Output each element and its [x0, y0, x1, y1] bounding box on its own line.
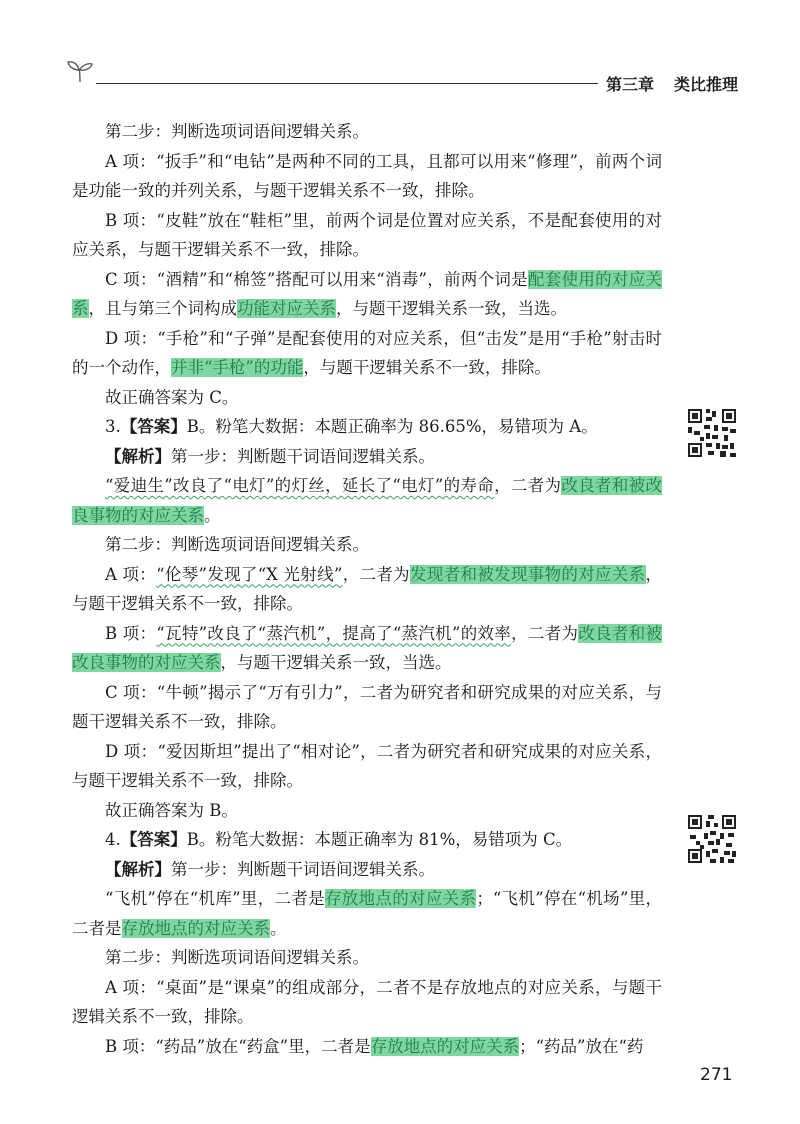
highlight: 改良者和被改良事物的对应关系 — [72, 476, 663, 525]
header-rule — [96, 83, 598, 84]
option-a-analysis: A 项：“桌面”是“课桌”的组成部分，二者不是存放地点的对应关系，与题干逻辑关系不一致，排除。 — [72, 977, 662, 1026]
question-4-answer: 4.【答案】B。粉笔大数据：本题正确率为 81%，易错项为 C。 — [105, 830, 573, 849]
option-b-analysis: B 项：“瓦特”改良了“蒸汽机”，提高了“蒸汽机”的效率，二者为改良者和被改良事物的对应关系，与题干逻辑关系一致，当选。 — [72, 623, 662, 672]
option-b-analysis: B 项：“药品”放在“药盒”里，二者是存放地点的对应关系；“药品”放在“药 — [105, 1036, 644, 1056]
qr-code[interactable] — [686, 407, 738, 459]
question-3-stem-analysis: “爱迪生”改良了“电灯”的灯丝，延长了“电灯”的寿命，二者为改良者和被改良事物的对应关系。 — [72, 476, 663, 525]
conclusion: 故正确答案为 B。 — [105, 800, 238, 820]
option-c-analysis: C 项：“牛顿”揭示了“万有引力”，二者为研究者和研究成果的对应关系，与题干逻辑关系不一致，排除。 — [72, 682, 662, 731]
qr-code[interactable] — [686, 813, 738, 865]
option-a-analysis: A 项：“扳手”和“电钻”是两种不同的工具，且都可以用来“修理”，前两个词是功能一致的并列关系，与题干逻辑关系不一致，排除。 — [72, 151, 662, 200]
option-d-analysis: D 项：“手枪”和“子弹”是配套使用的对应关系，但“击发”是用“手枪”射击时的一个动作，并非“手枪”的功能，与题干逻辑关系不一致，排除。 — [72, 328, 662, 377]
step-two-heading: 第二步：判断选项词语间逻辑关系。 — [105, 122, 369, 141]
section-label: 类比推理 — [674, 75, 739, 94]
highlight: 存放地点的对应关系 — [121, 918, 270, 938]
step-two-heading: 第二步：判断选项词语间逻辑关系。 — [105, 535, 369, 554]
page-number: 271 — [700, 1065, 733, 1085]
highlight: 改良者和被改良事物的对应关系 — [72, 623, 662, 672]
step-two-heading: 第二步：判断选项词语间逻辑关系。 — [105, 948, 369, 967]
option-d-analysis: D 项：“爱因斯坦”提出了“相对论”，二者为研究者和研究成果的对应关系，与题干逻辑关系不一致，排除。 — [72, 741, 662, 790]
question-3-analysis-heading: 【解析】第一步：判断题干词语间逻辑关系。 — [105, 446, 435, 466]
highlight: 存放地点的对应关系 — [370, 1036, 520, 1056]
highlight: 功能对应关系 — [237, 299, 336, 318]
option-b-analysis: B 项：“皮鞋”放在“鞋柜”里，前两个词是位置对应关系，不是配套使用的对应关系，与题干逻辑关系不一致，排除。 — [72, 210, 662, 259]
option-a-analysis: A 项：“伦琴”发现了“X 光射线”，二者为发现者和被发现事物的对应关系，与题干逻辑关系不一致，排除。 — [72, 564, 662, 613]
sprout-icon — [64, 56, 96, 84]
chapter-label: 第三章 — [606, 75, 655, 94]
question-4-stem-analysis: “飞机”停在“机库”里，二者是存放地点的对应关系；“飞机”停在“机场”里，二者是存放地点的对应关系。 — [72, 889, 663, 938]
answer-explanations — [72, 117, 662, 1061]
highlight: 配套使用的对应关系 — [72, 269, 663, 318]
conclusion: 故正确答案为 C。 — [105, 387, 239, 407]
highlight: 发现者和被发现事物的对应关系 — [410, 564, 646, 584]
highlight: 存放地点的对应关系 — [324, 889, 477, 908]
highlight: 并非“手枪”的功能 — [171, 358, 304, 377]
option-c-analysis: C 项：“酒精”和“棉签”搭配可以用来“消毒”，前两个词是配套使用的对应关系，且与第三个词构成功能对应关系，与题干逻辑关系一致，当选。 — [72, 269, 663, 318]
chapter-title — [606, 74, 738, 96]
page-header — [0, 0, 800, 110]
question-3-answer: 3.【答案】B。粉笔大数据：本题正确率为 86.65%，易错项为 A。 — [105, 417, 598, 436]
question-4-analysis-heading: 【解析】第一步：判断题干词语间逻辑关系。 — [105, 859, 435, 879]
